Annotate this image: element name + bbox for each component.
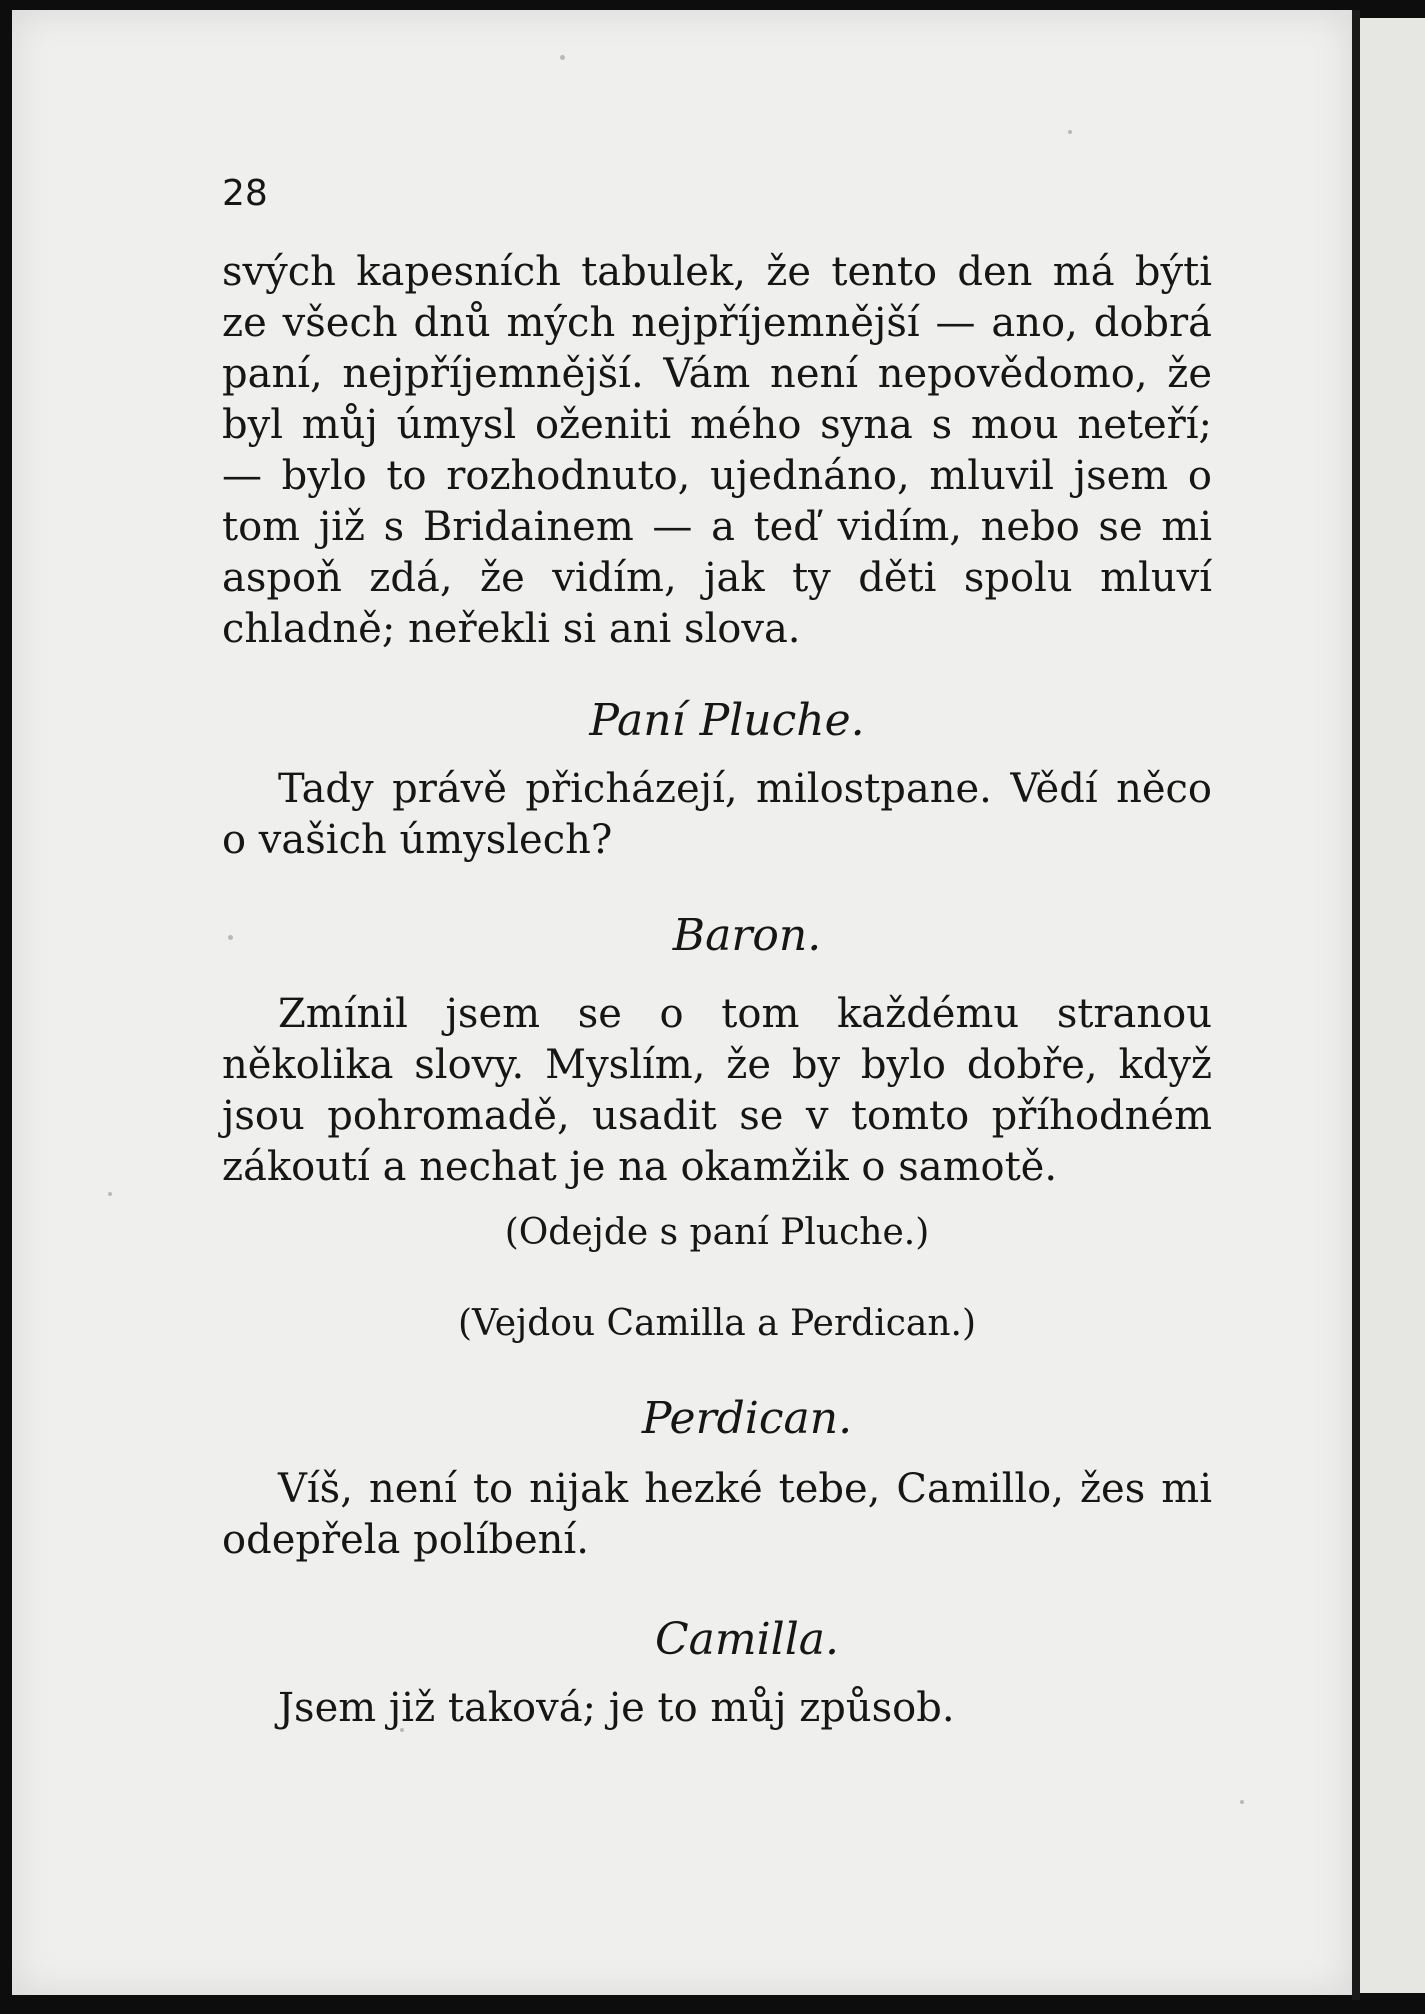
stage-direction: (Odejde s paní Pluche.) — [504, 1212, 930, 1253]
stage-direction: (Vejdou Camilla a Perdican.) — [457, 1303, 977, 1344]
dialogue-line: Víš, není to nijak hezké tebe, Camillo, žes mi odepřela políbení. — [222, 1466, 1212, 1563]
dialogue-line: Jsem již taková; je to můj způsob. — [278, 1685, 955, 1731]
page-number: 28 — [222, 173, 268, 214]
dialogue-line: Tady právě přicházejí, milostpane. Vědí něco o vašich úmyslech? — [222, 766, 1212, 863]
speaker-name: Camilla. — [654, 1614, 840, 1665]
scan-speck — [560, 55, 565, 60]
speaker-name: Perdican. — [641, 1393, 853, 1444]
speaker-name: Paní Pluche. — [589, 695, 865, 746]
scan-speck — [108, 1192, 112, 1196]
scan-speck — [1068, 130, 1072, 134]
dialogue-line: Zmínil jsem se o tom každému stranou několika slovy. Myslím, že by bylo dobře, když jsou pohromadě, usadit se v tomto příhodném zákoutí a nechat je na okamžik o samotě. — [222, 991, 1212, 1190]
page-fold-shadow — [1352, 10, 1360, 2000]
next-page-edge — [1360, 18, 1425, 1993]
page-text — [222, 168, 1212, 1734]
speaker-name: Baron. — [672, 910, 822, 961]
scan-speck — [1240, 1800, 1244, 1804]
paragraph-continuation: svých kapesních tabulek, že tento den má býti ze všech dnů mých nejpříjemnější — ano, dobrá paní, nejpříjemnější. Vám není nepovědomo, že byl můj úmysl oženiti mého syna s mou neteří; — bylo to rozhodnuto, ujednáno, mluvil jsem o tom již s Bridainem — a teď vidím, nebo se mi aspoň zdá, že vidím, jak ty děti spolu mluví chladně; neřekli si ani slova. — [222, 249, 1212, 652]
